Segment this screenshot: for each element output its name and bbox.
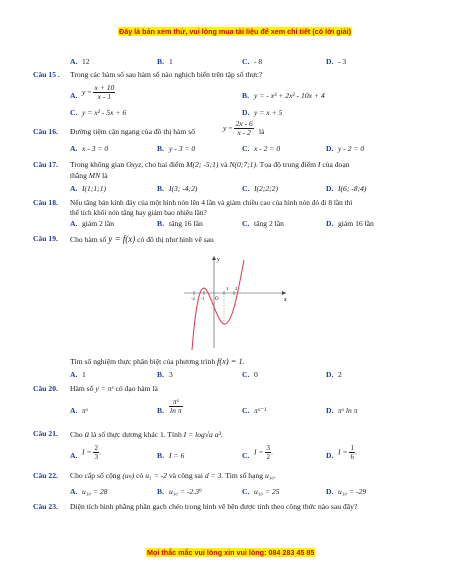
option-c: 0 <box>254 370 258 379</box>
function-curve <box>192 260 244 350</box>
option-b-label: B. <box>157 184 164 193</box>
option-d-label: D. <box>242 108 250 117</box>
option-c-label: C. <box>242 370 250 379</box>
question-text: Trong không gian Oxyz, cho hai điểm M(2; -5;1) và N(0;7;1). Tọa độ trung điểm I của đoạn <box>70 160 350 169</box>
option-a-label: A. <box>70 91 78 100</box>
option-b: 3 <box>169 370 173 379</box>
option-b: I = 6 <box>169 451 185 460</box>
header-banner: Đây là bản xem thử, vui lòng mua tài liệu để xem chi tiết (có lời giải) <box>119 27 351 36</box>
y-axis-arrow <box>212 256 216 260</box>
x-axis-arrow <box>282 291 286 295</box>
option-b: y - 3 = 0 <box>169 144 196 153</box>
option-d: πˣ ln π <box>338 406 358 415</box>
option-c: tăng 2 lần <box>254 219 284 228</box>
option-b-label: B. <box>157 144 164 153</box>
x-axis-label: x <box>284 297 287 303</box>
option-b: y = - x³ + 2x² - 10x + 4 <box>254 91 325 100</box>
option-c-label: C. <box>242 57 250 66</box>
function-expression: y = $\frac{2x - 6}{x - 2}$ <box>223 119 253 137</box>
option-a-label: A. <box>70 57 78 66</box>
option-b: 1 <box>169 57 173 66</box>
option-a: giảm 2 lần <box>82 219 115 228</box>
option-b-label: B. <box>157 219 164 228</box>
question-number: Câu 17. <box>33 160 58 169</box>
option-c: y = x² - 5x + 6 <box>82 108 127 117</box>
option-a: x - 3 = 0 <box>82 144 109 153</box>
option-c-label: C. <box>242 219 250 228</box>
tick-label: -2 <box>191 296 195 301</box>
footer-banner: Mọi thắc mắc vui lòng xin vui lòng: 084 283 45 85 <box>147 548 315 557</box>
option-d-label: D. <box>326 487 334 496</box>
option-a: πˣ <box>82 406 88 415</box>
option-c: I(2;2;2) <box>254 184 279 193</box>
option-a: 12 <box>82 57 90 66</box>
option-c-label: C. <box>242 406 250 415</box>
option-d: 2 <box>338 370 342 379</box>
question-number: Câu 18. <box>33 198 58 207</box>
option-c: πˣ⁻¹ <box>254 406 267 415</box>
option-b: I(3; -4;2) <box>169 184 198 193</box>
option-d: - 3 <box>338 57 347 66</box>
option-a: u₁₀ = 28 <box>82 487 108 496</box>
option-b-label: B. <box>242 91 249 100</box>
option-c-label: C. <box>70 108 78 117</box>
option-a-label: A. <box>70 144 78 153</box>
option-a-label: A. <box>70 451 78 460</box>
option-c-label: C. <box>242 144 250 153</box>
option-d: u₁₀ = -29 <box>338 487 367 496</box>
option-b-label: B. <box>157 57 164 66</box>
option-d: y - 2 = 0 <box>338 144 365 153</box>
question-text: Nếu tăng bán kính đáy của một hình nón lên 4 lần và giảm chiều cao của hình nón đó đi 8 lần thì <box>70 198 353 207</box>
option-c: - 8 <box>254 57 263 66</box>
option-a-label: A. <box>70 219 78 228</box>
option-d-label: D. <box>326 451 334 460</box>
question-number: Câu 20. <box>33 384 58 393</box>
option-d-label: D. <box>326 406 334 415</box>
question-text: Trong các hàm số sau hàm số nào nghịch biến trên tập số thực? <box>70 70 263 79</box>
option-c: u₁₀ = 25 <box>254 487 280 496</box>
tick-label: 2 <box>235 286 238 291</box>
option-a-label: A. <box>70 370 78 379</box>
question-text: Cho a là số thực dương khác 1. Tính I = log√a a³. <box>70 429 223 439</box>
option-d: giảm 16 lần <box>338 219 374 228</box>
origin-label: O <box>215 297 219 302</box>
option-d-label: D. <box>326 370 334 379</box>
option-b: tăng 16 lần <box>169 219 203 228</box>
option-d: I = $\frac{1}{6}$ . <box>338 444 357 461</box>
question-text: Đường tiệm cận ngang của đồ thị hàm số <box>70 127 195 136</box>
y-axis-label: y <box>217 257 220 263</box>
option-b: u₁₀ = -2.3⁹ <box>169 487 202 496</box>
question-number: Câu 21. <box>33 429 58 438</box>
option-c-label: C. <box>242 451 250 460</box>
option-d: y = x + 5 <box>254 108 283 117</box>
question-text-line2: Tìm số nghiệm thực phân biệt của phương trình f(x) = 1. <box>70 357 245 366</box>
question-number: Câu 22. <box>33 471 58 480</box>
question-text: Cho cấp số cộng (uₙ) có u₁ = -2 và công sai d = 3. Tìm số hạng u₁₀. <box>70 471 276 480</box>
option-a-label: A. <box>70 406 78 415</box>
question-text: Hàm số y = πˣ có đạo hàm là <box>70 384 158 393</box>
question-number: Câu 15 . <box>33 70 60 79</box>
tick-label: 1 <box>226 286 229 291</box>
option-b-label: B. <box>157 406 164 415</box>
option-b: $\frac{\text{πˣ}}{\text{ln π}}$ <box>170 397 182 415</box>
option-a: y = $\frac{x + 10}{x - 1}$ <box>82 83 115 101</box>
option-c-label: C. <box>242 184 250 193</box>
question-text-end: là <box>259 127 265 136</box>
option-a-label: A. <box>70 184 78 193</box>
option-a: 1 <box>82 370 86 379</box>
question-text: Diện tích hình phẳng phần gạch chéo trong hình vẽ bên được tính theo công thức nào sau đây? <box>70 502 358 511</box>
question-text-line2: thẳng MN là <box>70 171 108 180</box>
option-a: I = $\frac{2}{3}$ . <box>82 444 101 461</box>
option-d-label: D. <box>326 144 334 153</box>
option-c: x - 2 = 0 <box>254 144 281 153</box>
option-d-label: D. <box>326 184 334 193</box>
question-text: Cho hàm số y = f(x) có đồ thị như hình vẽ sau <box>70 234 214 244</box>
function-graph <box>170 252 290 352</box>
option-b-label: B. <box>157 370 164 379</box>
question-number: Câu 23. <box>33 502 58 511</box>
option-d-label: D. <box>326 219 334 228</box>
option-d-label: D. <box>326 57 334 66</box>
tick-label: -1 <box>201 296 205 301</box>
option-c: I = $\frac{3}{2}$ . <box>254 444 273 461</box>
option-b-label: B. <box>157 487 164 496</box>
option-a: I(1;1;1) <box>82 184 107 193</box>
option-c-label: C. <box>242 487 250 496</box>
option-b-label: B. <box>157 451 164 460</box>
question-number: Câu 19. <box>33 234 58 243</box>
question-text-line2: thể tích khối nón tăng hay giảm bao nhiêu lần? <box>70 208 207 217</box>
option-d: I(6; -8;4) <box>338 184 367 193</box>
question-number: Câu 16. <box>33 127 58 136</box>
option-a-label: A. <box>70 487 78 496</box>
